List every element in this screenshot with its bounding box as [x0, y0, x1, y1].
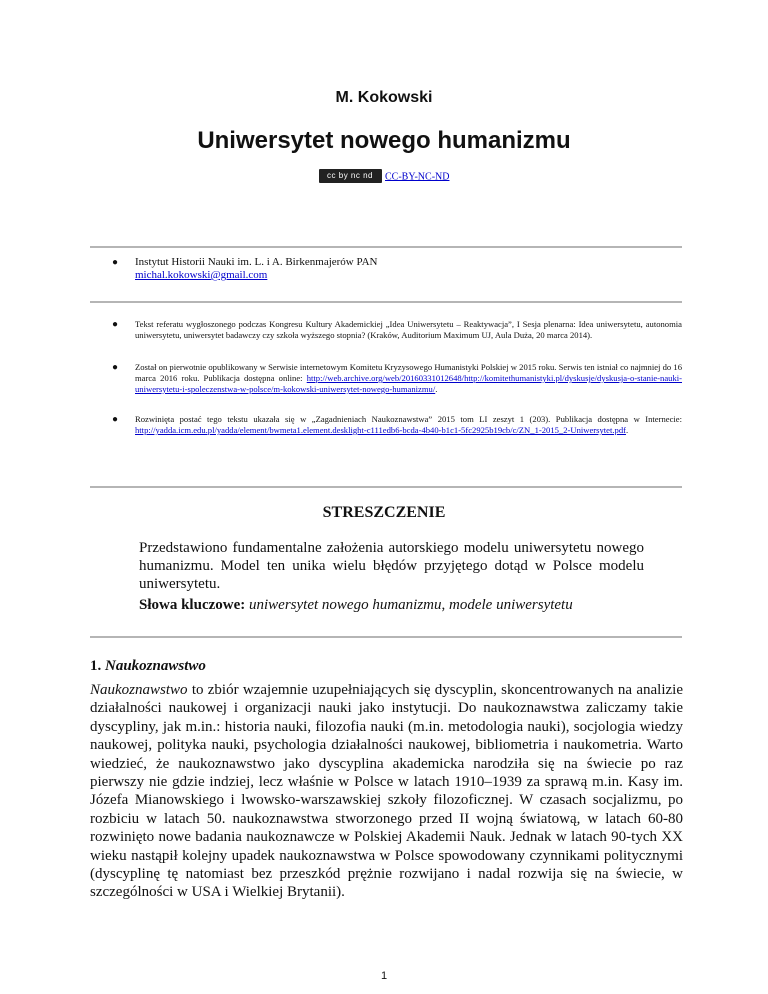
- footnote-text: Rozwinięta postać tego tekstu ukazała się w „Zagadnieniach Naukoznawstwa” 2015 tom LI zeszyt 1 (203). Publikacja dostępna w Internecie:: [135, 414, 682, 424]
- keyword: modele uniwersytetu: [449, 597, 573, 613]
- keywords-label: Słowa kluczowe:: [139, 597, 246, 613]
- section-heading: [90, 658, 206, 675]
- footnote-text: Został on pierwotnie opublikowany w Serwisie internetowym Komitetu Kryzysowego Humanistyki Polskiej w 2015 roku. Serwis ten istniał co najmniej do 16 marca 2016 roku. Publikacja dostępna online:: [135, 362, 682, 383]
- bullet-icon: ●: [112, 257, 119, 268]
- archive-link[interactable]: http://web.archive.org/web/20160331012648/http://komitethumanistyki.pl/dyskusje/dyskusja-o-stanie-nauki-uniwersytetu-i-spoleczenstwa-w-polsce/m-kokowski-uniwersytet-nowego-humanizmu/: [135, 373, 682, 394]
- document-page: M. Kokowski Uniwersytet nowego humanizmu cc by nc nd CC-BY-NC-ND ● Instytut Historii Nauki im. L. i A. Birkenmajerów PAN michal.kokowski@gmail.com ● Tekst referatu wygłoszonego podczas Kongresu Kultury Akademickiej „Idea Uniwersytetu – Reaktywacja”, I Sesja plenarna: Idea uniwersytetu, autonomia uniwersytetu, uniwersytet badawczy czy szkoła wyższego stopnia? (Kraków, Auditorium Maximum UJ, Aula Duża, 20 marca 2014). ● Został on pierwotnie opublikowany w Serwisie internetowym Komitetu Kryzysowego Humanistyki Polskiej w 2015 roku. Serwis ten istniał co najmniej do 16 marca 2016 roku. Publikacja dostępna online: http://web.archive.org/web/20160331012648/http://komitethumanistyki.pl/dyskusje/dyskusja-o-stanie-nauki-uniwersytetu-i-spoleczenstwa-w-polsce/m-kokowski-uniwersytet-nowego-humanizmu/. ● Rozwinięta postać tego tekstu ukazała się w „Zagadnieniach Naukoznawstwa” 2015 tom LI zeszyt 1 (203). Publikacja dostępna w Internecie: http://yadda.icm.edu.pl/yadda/element/bwmeta1.element.desklight-c111edb6-bcda-4b40-b1c1-5fc2925b19cb/c/ZN_1-2015_2-Uniwersytet.pdf. STRESZCZENIE Przedstawiono fundamentalne założenia autorskiego modelu uniwersytetu nowego humanizmu. Model ten unika wielu błędów przyjętego dotąd w Polsce modelu uniwersytetu. Słowa kluczowe: uniwersytet nowego humanizmu, modele uniwersytetu 1. Naukoznawstwo Naukoznawstwo to zbiór wzajemnie uzupełniających się dyscyplin, skoncentrowanych na analizie działalności naukowej i organizacji nauki jako instytucji. Do naukoznawstwa zaliczamy takie dyscypliny, jak m.in.: historia nauki, filozofia nauki (m.in. metodologia nauki), socjologia wiedzy naukowej, polityka nauki, psychologia działalności naukowej, bibliometria i naukometria. Warto wiedzieć, że naukoznawstwo jako dyscyplina akademicka narodziła się na świecie po raz pierwszy nie gdzie indziej, lecz właśnie w Polsce w latach 1910–1939 za sprawą m.in. Kasy im. Józefa Mianowskiego i lwowsko-warszawskiej szkoły filozoficznej. W czasach socjalizmu, po rozbiciu w latach 50. naukoznawstwa stworzonego przed II wojną światową, w latach 60-80 rozwinięto nowe badania naukoznawcze w Polskiej Akademii Nauk. Jednak w latach 90-tych XX wieku nastąpił kolejny upadek naukoznawstwa w Polsce spowodowany czynnikami politycznymi (dyscyplinę tę natomiast bez przeszkód prężnie rozwijano i nadal rozwija się na świecie, w szczególności w USA i Wielkiej Brytanii). 1: [0, 0, 768, 994]
- keyword: uniwersytet nowego humanizmu: [249, 597, 442, 613]
- divider: [90, 246, 682, 248]
- cc-license-icon: cc by nc nd: [319, 169, 382, 183]
- bullet-icon: ●: [112, 319, 119, 330]
- divider: [90, 301, 682, 303]
- license-link[interactable]: CC-BY-NC-ND: [385, 171, 450, 183]
- bullet-icon: ●: [112, 414, 119, 425]
- abstract-text: Przedstawiono fundamentalne założenia autorskiego modelu uniwersytetu nowego humanizmu. Model ten unika wielu błędów przyjętego dotąd w Polsce modelu uniwersytetu.: [139, 540, 644, 592]
- page-number: 1: [380, 970, 388, 982]
- author-name: M. Kokowski: [335, 89, 433, 106]
- keywords-line: Słowa kluczowe: uniwersytet nowego humanizmu, modele uniwersytetu: [139, 597, 573, 613]
- lead-term: Naukoznawstwo: [90, 682, 188, 698]
- bullet-icon: ●: [112, 362, 119, 373]
- email-link[interactable]: michal.kokowski@gmail.com: [135, 269, 268, 281]
- license-line: [0, 170, 768, 184]
- section-title: Naukoznawstwo: [105, 658, 206, 674]
- section-body: [90, 681, 683, 902]
- divider: [90, 486, 682, 488]
- affiliation-text: Instytut Historii Nauki im. L. i A. Birkenmajerów PAN: [135, 256, 378, 268]
- section-number: 1.: [90, 658, 102, 674]
- document-title: Uniwersytet nowego humanizmu: [197, 127, 571, 154]
- body-text: to zbiór wzajemnie uzupełniających się dyscyplin, skoncentrowanych na analizie działalności naukowej i organizacji nauki jako instytucji. Do naukoznawstwa zaliczamy takie dyscypliny, jak m.in.: historia nauki, filozofia nauki (m.in. metodologia nauki), socjologia wiedzy naukowej, polityka nauki, psychologia działalności naukowej, bibliometria i naukometria. Warto wiedzieć, że naukoznawstwo jako dyscyplina akademicka narodziła się na świecie po raz pierwszy nie gdzie indziej, lecz właśnie w Polsce w latach 1910–1939 za sprawą m.in. Kasy im. Józefa Mianowskiego i lwowsko-warszawskiej szkoły filozoficznej. W czasach socjalizmu, po rozbiciu w latach 50. naukoznawstwa stworzonego przed II wojną światową, w latach 60-80 rozwinięto nowe badania naukoznawcze w Polskiej Akademii Nauk. Jednak w latach 90-tych XX wieku nastąpił kolejny upadek naukoznawstwa w Polsce spowodowany czynnikami politycznymi (dyscyplinę tę natomiast bez przeszkód prężnie rozwijano i nadal rozwija się na świecie, w szczególności w USA i Wielkiej Brytanii).: [90, 682, 684, 901]
- abstract-heading: STRESZCZENIE: [322, 504, 446, 521]
- divider: [90, 636, 682, 638]
- pdf-link[interactable]: http://yadda.icm.edu.pl/yadda/element/bwmeta1.element.desklight-c111edb6-bcda-4b40-b1c1-5fc2925b19cb/c/ZN_1-2015_2-Uniwersytet.pdf: [135, 425, 626, 435]
- footnote-text: Tekst referatu wygłoszonego podczas Kongresu Kultury Akademickiej „Idea Uniwersytetu – Reaktywacja”, I Sesja plenarna: Idea uniwersytetu, autonomia uniwersytetu, uniwersytet badawczy czy szkoła wyższego stopnia? (Kraków, Auditorium Maximum UJ, Aula Duża, 20 marca 2014).: [135, 319, 682, 340]
